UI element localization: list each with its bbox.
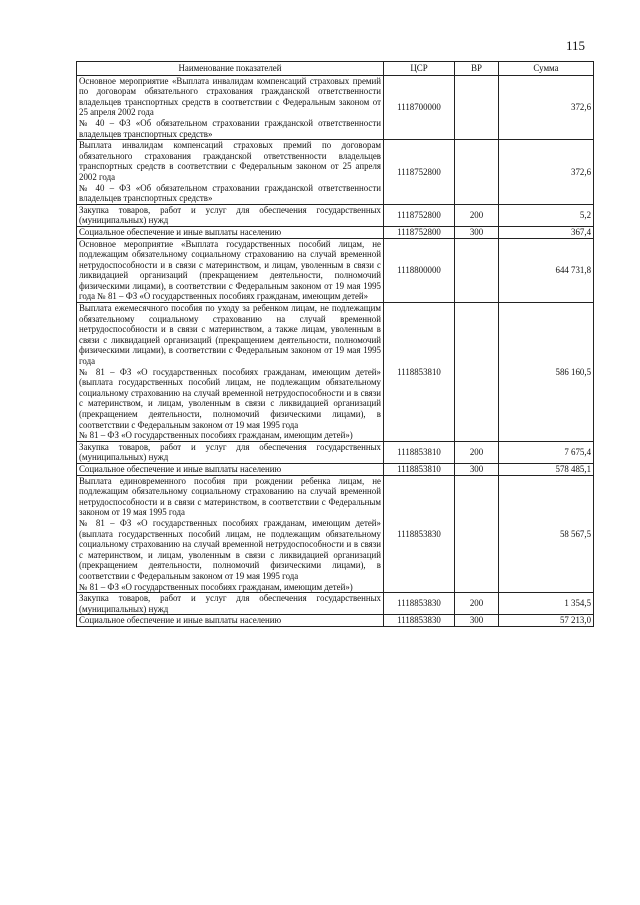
row-csr: 1118853830	[384, 615, 455, 627]
table-row	[77, 140, 594, 205]
row-name: Закупка товаров, работ и услуг для обеспечения государственных (муниципальных) нужд	[77, 441, 384, 463]
row-name: Социальное обеспечение и иные выплаты населению	[77, 615, 384, 627]
row-csr: 1118853810	[384, 441, 455, 463]
row-sum: 586 160,5	[499, 303, 594, 442]
budget-table	[76, 61, 594, 627]
row-csr: 1118853810	[384, 463, 455, 475]
row-sum: 578 485,1	[499, 463, 594, 475]
row-vr: 300	[455, 615, 499, 627]
row-csr: 1118800000	[384, 238, 455, 303]
row-name: Закупка товаров, работ и услуг для обеспечения государственных (муниципальных) нужд	[77, 204, 384, 226]
table-header-row	[77, 62, 594, 76]
row-vr: 300	[455, 463, 499, 475]
row-vr: 200	[455, 204, 499, 226]
row-sum: 57 213,0	[499, 615, 594, 627]
table-row	[77, 226, 594, 238]
table-row	[77, 593, 594, 615]
row-name: Закупка товаров, работ и услуг для обеспечения государственных (муниципальных) нужд	[77, 593, 384, 615]
row-name: Выплата единовременного пособия при рождении ребенка лицам, не подлежащим обязательному социальному страхованию на случай временной нетрудоспособности и в связи с материнством, в соответствии с Федеральным законом от 19 мая 1995 года № 81 – ФЗ «О государственных пособиях гражданам, имеющим детей» (выплата государственных пособий лицам, не подлежащим обязательному социальному страхованию на случай временной нетрудоспособности и в связи с материнством, и лицам, уволенным в связи с ликвидацией организаций (прекращением деятельности, полномочий физическими лицами), в соответствии с Федеральным законом от 19 мая 1995 года № 81 – ФЗ «О государственных пособиях гражданам, имеющим детей»)	[77, 475, 384, 593]
row-vr	[455, 140, 499, 205]
row-csr: 1118853810	[384, 303, 455, 442]
row-name: Основное мероприятие «Выплата государственных пособий лицам, не подлежащим обязательному социальному страхованию на случай временной нетрудоспособности и в связи с материнством, и лицам, уволенным в связи с ликвидацией организаций (прекращением деятельности, полномочий физическими лицами), в соответствии с Федеральным законом от 19 мая 1995 года № 81 – ФЗ «О государственных пособиях гражданам, имеющим детей»	[77, 238, 384, 303]
header-sum: Сумма	[499, 62, 594, 76]
header-csr: ЦСР	[384, 62, 455, 76]
page-number: 115	[566, 38, 586, 53]
row-csr: 1118752800	[384, 226, 455, 238]
table-row	[77, 615, 594, 627]
table-row	[77, 463, 594, 475]
table-row	[77, 204, 594, 226]
header-vr: ВР	[455, 62, 499, 76]
row-sum: 367,4	[499, 226, 594, 238]
row-name: Социальное обеспечение и иные выплаты населению	[77, 226, 384, 238]
row-sum: 372,6	[499, 140, 594, 205]
row-csr: 1118752800	[384, 204, 455, 226]
table-row	[77, 75, 594, 140]
row-vr	[455, 303, 499, 442]
row-sum: 372,6	[499, 75, 594, 140]
header-name: Наименование показателей	[77, 62, 384, 76]
table-row	[77, 238, 594, 303]
row-name: Основное мероприятие «Выплата инвалидам компенсаций страховых премий по договорам обязательного страхования гражданской ответственности владельцев транспортных средств в соответствии с Федеральным законом от 25 апреля 2002 года № 40 – ФЗ «Об обязательном страховании гражданской ответственности владельцев транспортных средств»	[77, 75, 384, 140]
row-sum: 1 354,5	[499, 593, 594, 615]
row-sum: 5,2	[499, 204, 594, 226]
row-name: Выплата инвалидам компенсаций страховых премий по договорам обязательного страхования гражданской ответственности владельцев транспортных средств в соответствии с Федеральным законом от 25 апреля 2002 года № 40 – ФЗ «Об обязательном страховании гражданской ответственности владельцев транспортных средств»	[77, 140, 384, 205]
row-csr: 1118752800	[384, 140, 455, 205]
row-csr: 1118853830	[384, 593, 455, 615]
row-name: Социальное обеспечение и иные выплаты населению	[77, 463, 384, 475]
row-sum: 58 567,5	[499, 475, 594, 593]
row-vr: 200	[455, 441, 499, 463]
row-vr: 200	[455, 593, 499, 615]
row-sum: 644 731,8	[499, 238, 594, 303]
row-vr	[455, 238, 499, 303]
row-csr: 1118700000	[384, 75, 455, 140]
table-row	[77, 303, 594, 442]
row-vr	[455, 75, 499, 140]
row-name: Выплата ежемесячного пособия по уходу за ребенком лицам, не подлежащим обязательному социальному страхованию на случай временной нетрудоспособности и в связи с материнством, а также лицам, уволенным в связи с ликвидацией организаций (прекращением деятельности, полномочий физическими лицами), в соответствии с Федеральным законом от 19 мая 1995 года № 81 – ФЗ «О государственных пособиях гражданам, имеющим детей» (выплата государственных пособий лицам, не подлежащим обязательному социальному страхованию на случай временной нетрудоспособности и в связи с материнством, и лицам, уволенным в связи с ликвидацией организаций (прекращением деятельности, полномочий физическими лицами), в соответствии с Федеральным законом от 19 мая 1995 года № 81 – ФЗ «О государственных пособиях гражданам, имеющим детей»)	[77, 303, 384, 442]
table-row	[77, 441, 594, 463]
row-vr	[455, 475, 499, 593]
row-csr: 1118853830	[384, 475, 455, 593]
row-sum: 7 675,4	[499, 441, 594, 463]
row-vr: 300	[455, 226, 499, 238]
table-row	[77, 475, 594, 593]
